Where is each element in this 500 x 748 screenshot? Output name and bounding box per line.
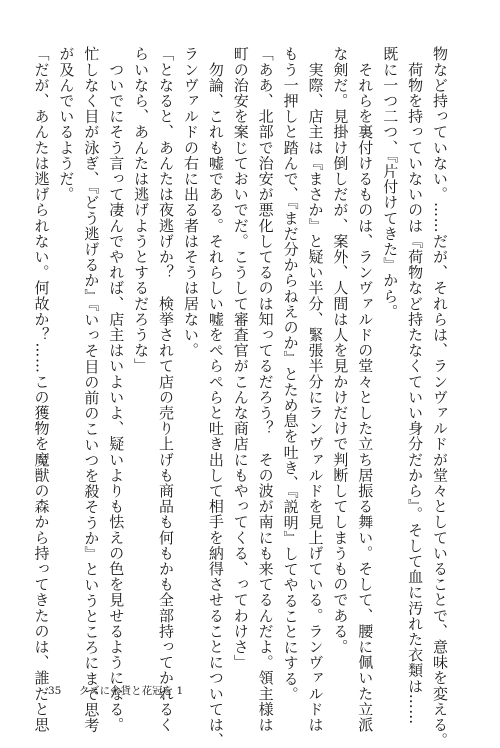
text-line: 荷物を持っていないのは『荷物など持たなくていい身分だから』。そして血に汚れた衣類は…… (406, 46, 425, 725)
text-line: 既に一つ二つ、『片付けてきた』から。 (381, 46, 400, 320)
text-line: ついでにそう言って凄んでやれば、店主はいよいよ、疑いよりも怯えの色を見せるようになる。 (107, 46, 126, 733)
text-line: それらを裏付けるものは、ランヴァルドの堂々とした立ち居振る舞い。そして、腰に佩いた立派 (356, 46, 375, 733)
text-line: が及んでいるようだ。 (57, 46, 76, 202)
book-title: クズに金貨と花冠を 1 (78, 685, 184, 697)
text-line: 勿論、これも嘘である。それらしい嘘をぺらぺらと吐き出して相手を納得させることについては、 (206, 46, 225, 748)
text-line: もう一押しと踏んで、『まだ分からねえのか』とため息を吐き、『説明』してやることにする。 (281, 46, 300, 702)
text-line: 物など持っていない。……だが、それらは、ランヴァルドが堂々としていることで、意味を変える。 (431, 46, 449, 748)
page-footer (48, 683, 183, 698)
text-line: ランヴァルドの右に出る者はそうは居ない。 (181, 46, 200, 358)
text-line: 実際、店主は『まさか』と疑い半分、緊張半分にランヴァルドを見上げている。ランヴァルドは (306, 46, 325, 733)
text-line: 「だが、あんたは逃げられない。何故か？……この獲物を魔獣の森から持ってきたのは、誰だと思 (32, 46, 51, 733)
page-number: 35 (48, 685, 62, 697)
text-line: 町の治安を案じておいでだ。こうして審査官がこんな商店にもやってくる、ってわけさ」 (231, 46, 250, 670)
text-line: らいなら、あんたは逃げようとするだろうな」 (132, 46, 151, 374)
text-line: 「ああ、北部で治安が悪化してるのは知ってるだろう？ その波が南にも来てるんだよ。領主様は (256, 46, 275, 733)
text-line: 忙しなく目が泳ぎ、『どう逃げるか』『いっそ目の前のこいつを殺そうか』というところにまで思考 (82, 46, 101, 733)
text-line: 「となると、あんたは夜逃げか？ 検挙されて店の売り上げも商品も何もかも全部持ってかれるく (157, 46, 176, 733)
text-line: な剣だ。見掛け倒しだが、案外、人間は人を見かけだけで判断してしまうものである。 (331, 46, 350, 655)
